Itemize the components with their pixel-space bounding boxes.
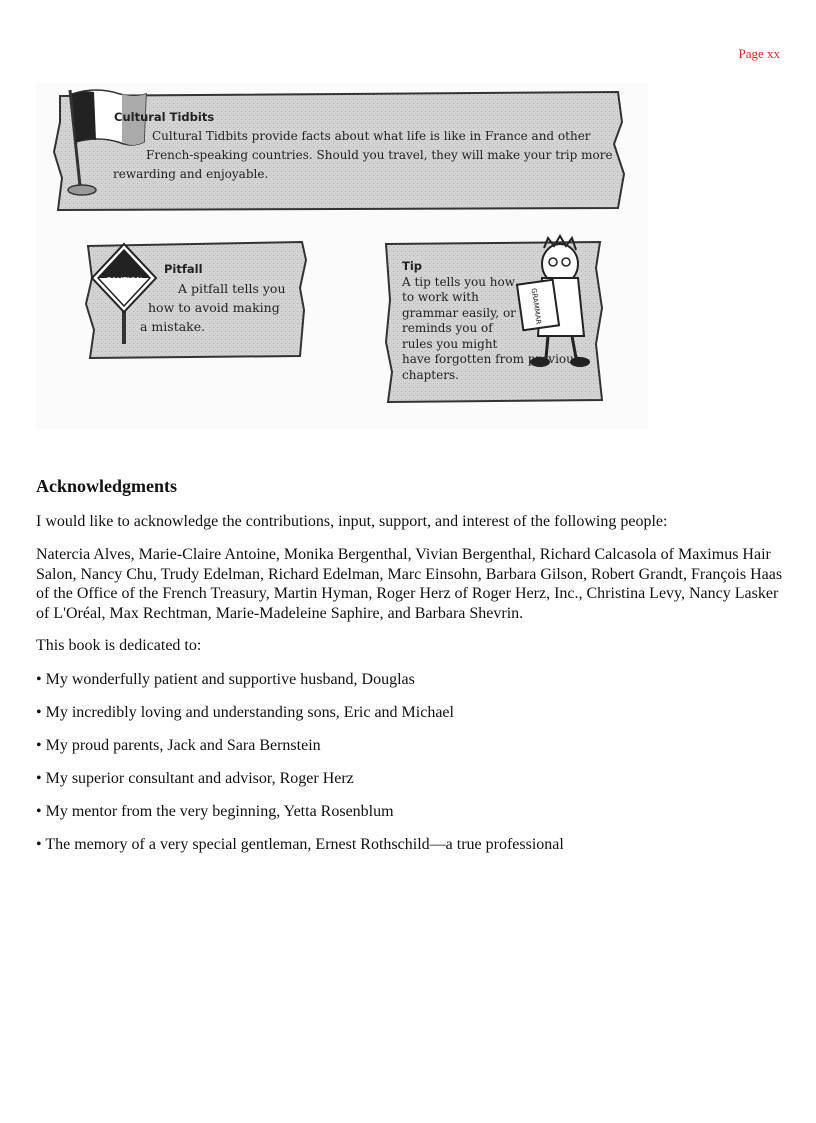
tip-line: rules you might bbox=[402, 336, 498, 351]
pitfall-title: Pitfall bbox=[164, 262, 203, 276]
tip-text bbox=[402, 259, 602, 383]
tip-line: have forgotten from previous bbox=[402, 352, 581, 366]
pitfall-line: A pitfall tells you bbox=[178, 281, 286, 296]
dedication-item: • My incredibly loving and understanding sons, Eric and Michael bbox=[36, 704, 454, 721]
page-number: Page xx bbox=[738, 46, 780, 61]
pitfall-line: how to avoid making bbox=[148, 300, 280, 315]
cultural-tidbits-line: Cultural Tidbits provide facts about what life is like in France and other bbox=[152, 129, 591, 143]
caution-sign-label: CAUTION bbox=[105, 276, 143, 285]
dedication-item: • My proud parents, Jack and Sara Bernstein bbox=[36, 737, 321, 754]
dedication-item: • My superior consultant and advisor, Roger Herz bbox=[36, 770, 354, 787]
tip-title: Tip bbox=[402, 259, 423, 273]
dedication-intro: This book is dedicated to: bbox=[36, 637, 202, 654]
cultural-tidbits-line: French-speaking countries. Should you travel, they will make your trip more bbox=[146, 148, 613, 162]
acknowledgments-names: Natercia Alves, Marie-Claire Antoine, Monika Bergenthal, Vivian Bergenthal, Richard Calcasola of Maximus Hair Salon, Nancy Chu, Trudy Edelman, Richard Edelman, Marc Einsohn, Barbara Gilson, Robert Grandt, François Haas of the Office of the French Treasury, Martin Hyman, Roger Herz of Roger Herz, Inc., Christina Levy, Nancy Lasker of L'Oréal, Max Rechtman, Marie-Madeleine Saphire, and Barbara Shevrin. bbox=[36, 546, 783, 622]
tip-line: chapters. bbox=[402, 367, 459, 382]
dedication-item: • The memory of a very special gentleman, Ernest Rothschild—a true professional bbox=[36, 836, 564, 853]
tip-line: reminds you of bbox=[402, 321, 493, 335]
cultural-tidbits-text bbox=[114, 108, 614, 184]
feature-legend-illustration bbox=[36, 82, 648, 430]
grammar-book-label: GRAMMAR bbox=[529, 287, 543, 325]
pitfall-text bbox=[140, 260, 300, 336]
acknowledgments-heading: Acknowledgments bbox=[36, 476, 178, 496]
cultural-tidbits-line: rewarding and enjoyable. bbox=[113, 167, 269, 181]
dedication-item: • My wonderfully patient and supportive husband, Douglas bbox=[36, 671, 415, 688]
acknowledgments-intro: I would like to acknowledge the contributions, input, support, and interest of the following people: bbox=[36, 513, 668, 530]
cultural-tidbits-title: Cultural Tidbits bbox=[114, 110, 215, 124]
pitfall-line: a mistake. bbox=[140, 319, 206, 334]
tip-line: grammar easily, or bbox=[402, 305, 516, 320]
tip-line: A tip tells you how bbox=[402, 274, 515, 289]
tip-line: to work with bbox=[402, 290, 479, 304]
dedication-item: • My mentor from the very beginning, Yetta Rosenblum bbox=[36, 803, 394, 820]
